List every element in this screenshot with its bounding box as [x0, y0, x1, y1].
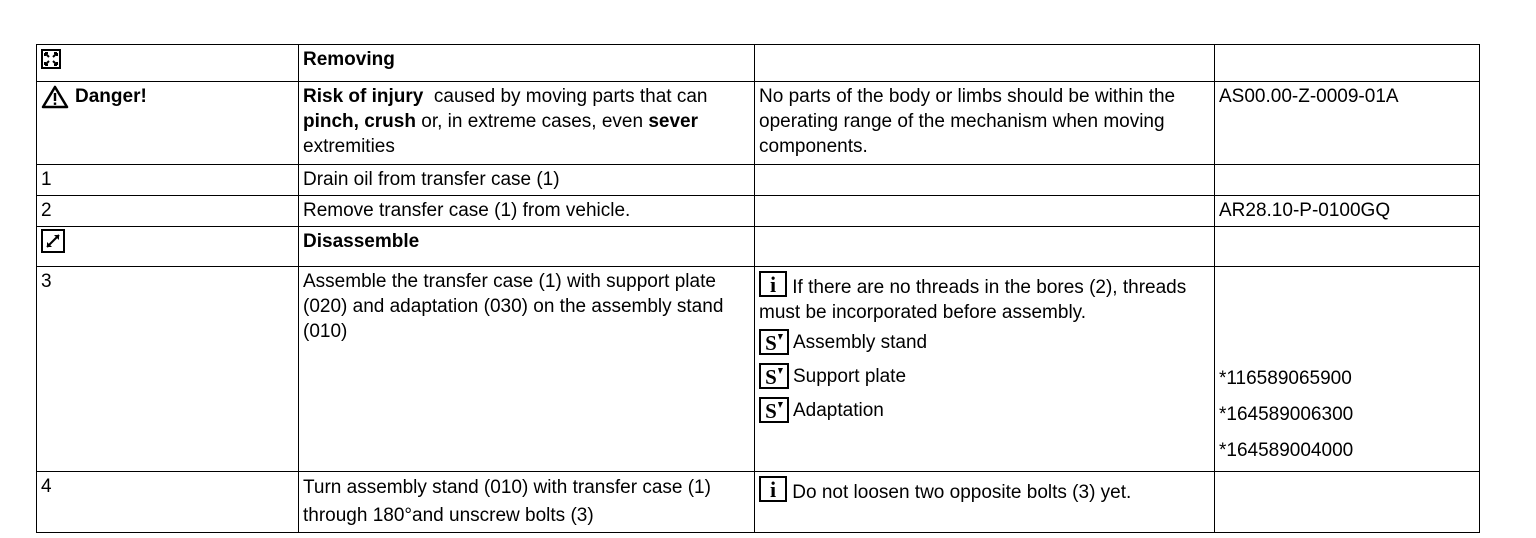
tool-name: Support plate: [793, 365, 907, 387]
info-icon: [759, 271, 787, 297]
tool-name: Adaptation: [793, 399, 884, 421]
diagonal-arrows-icon: [41, 229, 65, 253]
section-icon-cell: [37, 45, 299, 82]
step-reference: [1215, 165, 1480, 196]
tool-code: *164589006300: [1219, 404, 1354, 425]
danger-label: Danger!: [75, 86, 147, 107]
procedure-table: [36, 44, 1480, 533]
tool-item: [759, 359, 1211, 393]
svg-text:i: i: [769, 477, 777, 502]
step-row: [37, 196, 1480, 227]
danger-row: [37, 82, 1480, 165]
section-row-disassemble: [37, 227, 1480, 267]
svg-text:S: S: [765, 399, 777, 423]
svg-text:S: S: [765, 365, 777, 389]
special-tool-icon: [759, 329, 789, 355]
special-tool-icon: [759, 363, 789, 389]
tool-code: *116589065900: [1219, 368, 1352, 389]
info-icon: [759, 476, 787, 502]
step-text: Drain oil from transfer case (1): [299, 165, 755, 196]
tool-item: [759, 393, 1211, 427]
svg-text:i: i: [769, 272, 777, 297]
tool-code: *164589004000: [1219, 440, 1354, 461]
step-text: Turn assembly stand (010) with transfer case (1) through 180°and unscrew bolts (3): [299, 472, 755, 533]
danger-risk-text: Risk of injury caused by moving parts that can pinch, crush or, in extreme cases, even sever extremities: [299, 82, 755, 165]
warning-triangle-icon: [41, 85, 69, 109]
section-title: Removing: [299, 45, 755, 82]
step-reference: AR28.10-P-0100GQ: [1215, 196, 1480, 227]
tool-item: [759, 325, 1211, 359]
expand-arrows-icon: [41, 49, 61, 69]
info-note: i Do not loosen two opposite bolts (3) yet.: [759, 476, 1211, 505]
step-number: 3: [37, 267, 299, 472]
step-row: [37, 472, 1480, 533]
danger-reference: AS00.00-Z-0009-01A: [1215, 82, 1480, 165]
section-row-removing: [37, 45, 1480, 82]
step-row: [37, 267, 1480, 472]
step-number: 1: [37, 165, 299, 196]
tool-name: Assembly stand: [793, 331, 928, 353]
step-text: Assemble the transfer case (1) with support plate (020) and adaptation (030) on the assembly stand (010): [299, 267, 755, 472]
step-row: [37, 165, 1480, 196]
step-number: 4: [37, 472, 299, 533]
step-number: 2: [37, 196, 299, 227]
special-tool-icon: [759, 397, 789, 423]
section-title: Disassemble: [299, 227, 755, 267]
step-text: Remove transfer case (1) from vehicle.: [299, 196, 755, 227]
svg-text:S: S: [765, 331, 777, 355]
info-note: i If there are no threads in the bores (2), threads must be incorporated before assembly.: [759, 272, 1187, 323]
danger-advice: No parts of the body or limbs should be within the operating range of the mechanism when moving components.: [755, 82, 1215, 165]
